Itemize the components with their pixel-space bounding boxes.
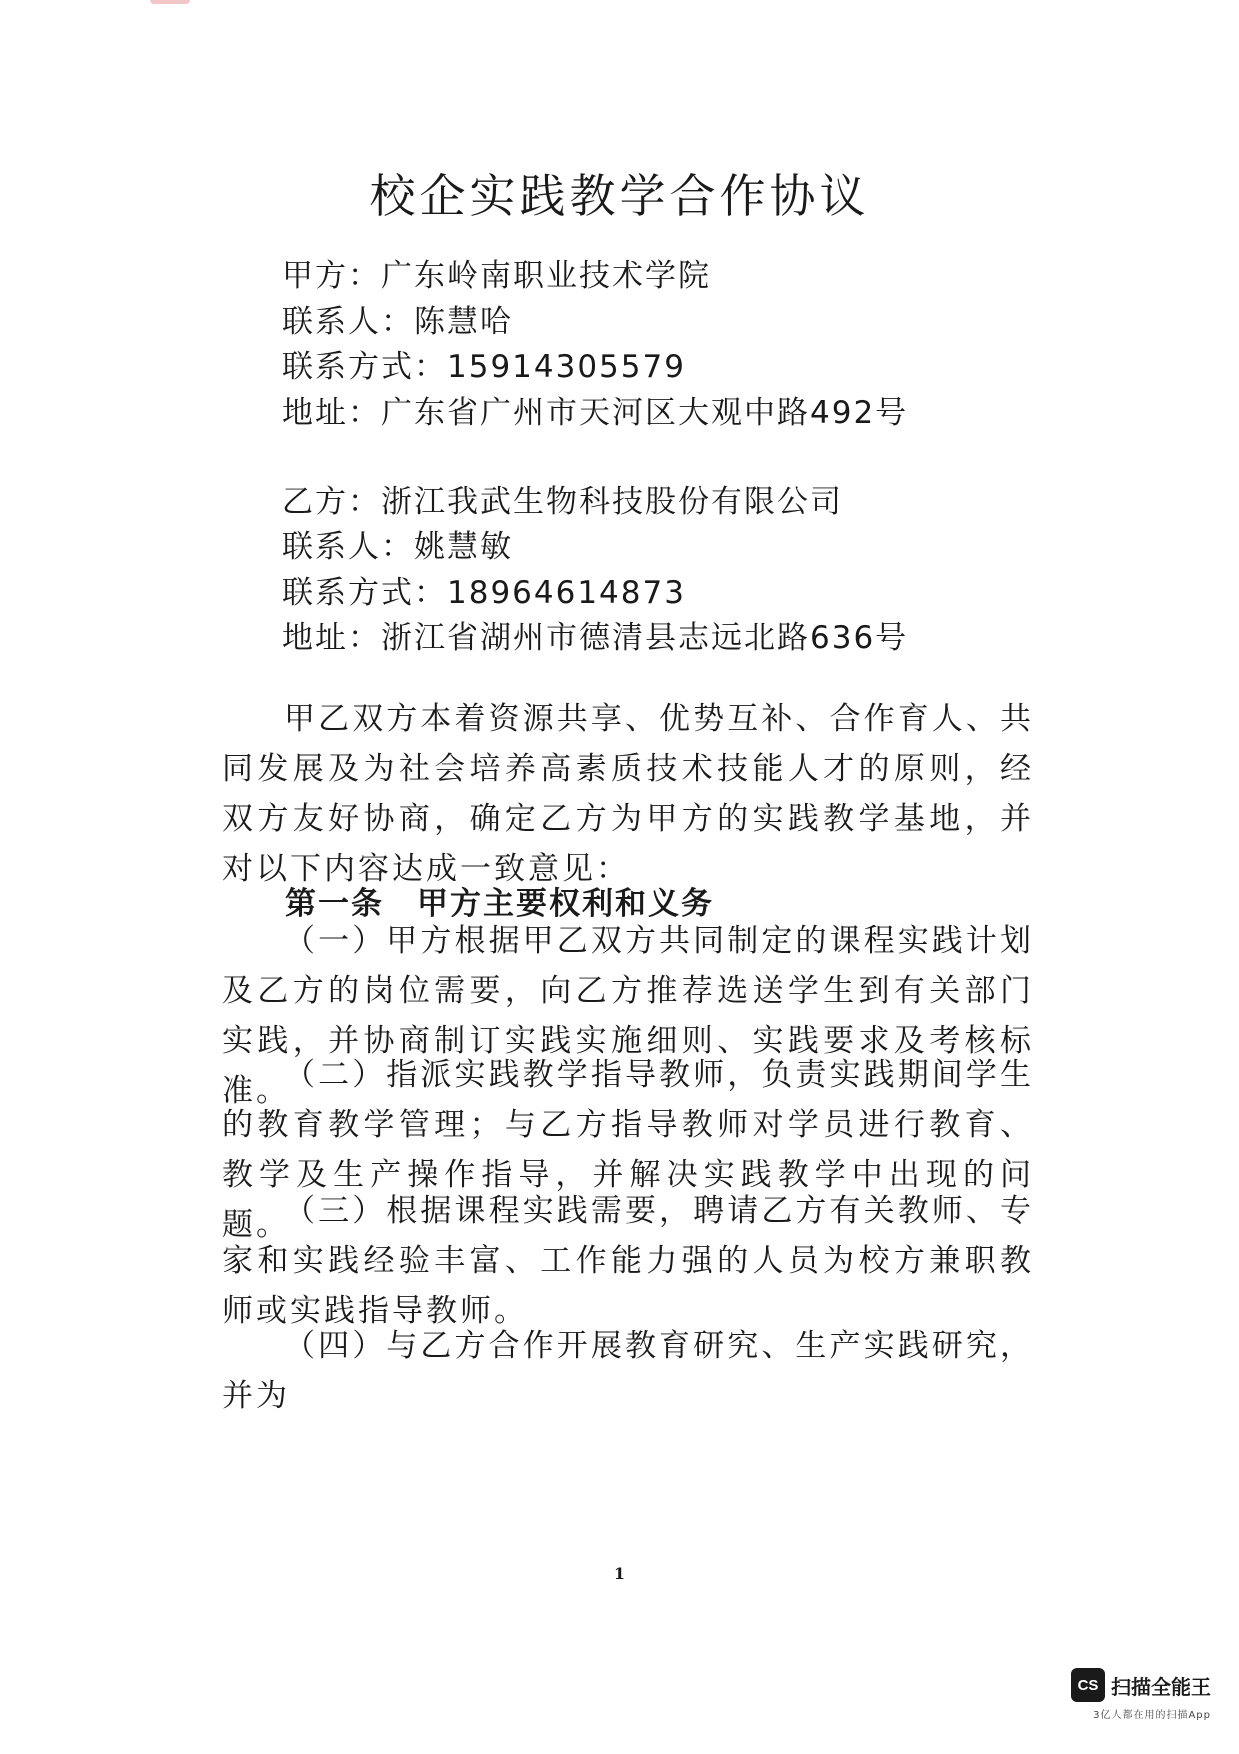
article-1-heading: 第一条 甲方主要权利和义务 xyxy=(285,886,714,922)
party-a-address: 地址：广东省广州市天河区大观中路492号 xyxy=(282,395,909,431)
camscanner-logo-icon: CS xyxy=(1071,1668,1105,1702)
party-b-contact: 联系人：姚慧敏 xyxy=(282,529,513,565)
party-a-contact: 联系人：陈慧哈 xyxy=(282,304,513,340)
party-a-phone: 联系方式：15914305579 xyxy=(282,349,686,385)
scanner-tagline: 3亿人都在用的扫描App xyxy=(1093,1710,1211,1721)
article-1-item-3: （三）根据课程实践需要，聘请乙方有关教师、专家和实践经验丰富、工作能力强的人员为校方兼职教师或实践指导教师。 xyxy=(222,1193,1034,1329)
document-title: 校企实践教学合作协议 xyxy=(369,169,870,223)
intro-paragraph: 甲乙双方本着资源共享、优势互补、合作育人、共同发展及为社会培养高素质技术技能人才的原则，经双方友好协商，确定乙方为甲方的实践教学基地，并对以下内容达成一致意见： xyxy=(222,701,1034,887)
party-b-name: 乙方：浙江我武生物科技股份有限公司 xyxy=(282,484,843,520)
article-1-item-2: （二）指派实践教学指导教师，负责实践期间学生的教育教学管理；与乙方指导教师对学员进行教育、教学及生产操作指导，并解决实践教学中出现的问题。 xyxy=(222,1057,1034,1243)
scanner-watermark xyxy=(1071,1668,1211,1721)
scanner-app-name: 扫描全能王 xyxy=(1111,1674,1211,1699)
red-stamp-fragment xyxy=(150,0,190,4)
party-a-name: 甲方：广东岭南职业技术学院 xyxy=(282,258,711,294)
article-1-item-1: （一）甲方根据甲乙双方共同制定的课程实践计划及乙方的岗位需要，向乙方推荐选送学生到有关部门实践，并协商制订实践实施细则、实践要求及考核标准。 xyxy=(222,923,1034,1109)
page-number: 1 xyxy=(613,1564,626,1583)
party-b-phone: 联系方式：18964614873 xyxy=(282,575,686,611)
party-b-address: 地址：浙江省湖州市德清县志远北路636号 xyxy=(282,620,909,656)
article-1-item-4: （四）与乙方合作开展教育研究、生产实践研究，并为 xyxy=(222,1328,1034,1414)
